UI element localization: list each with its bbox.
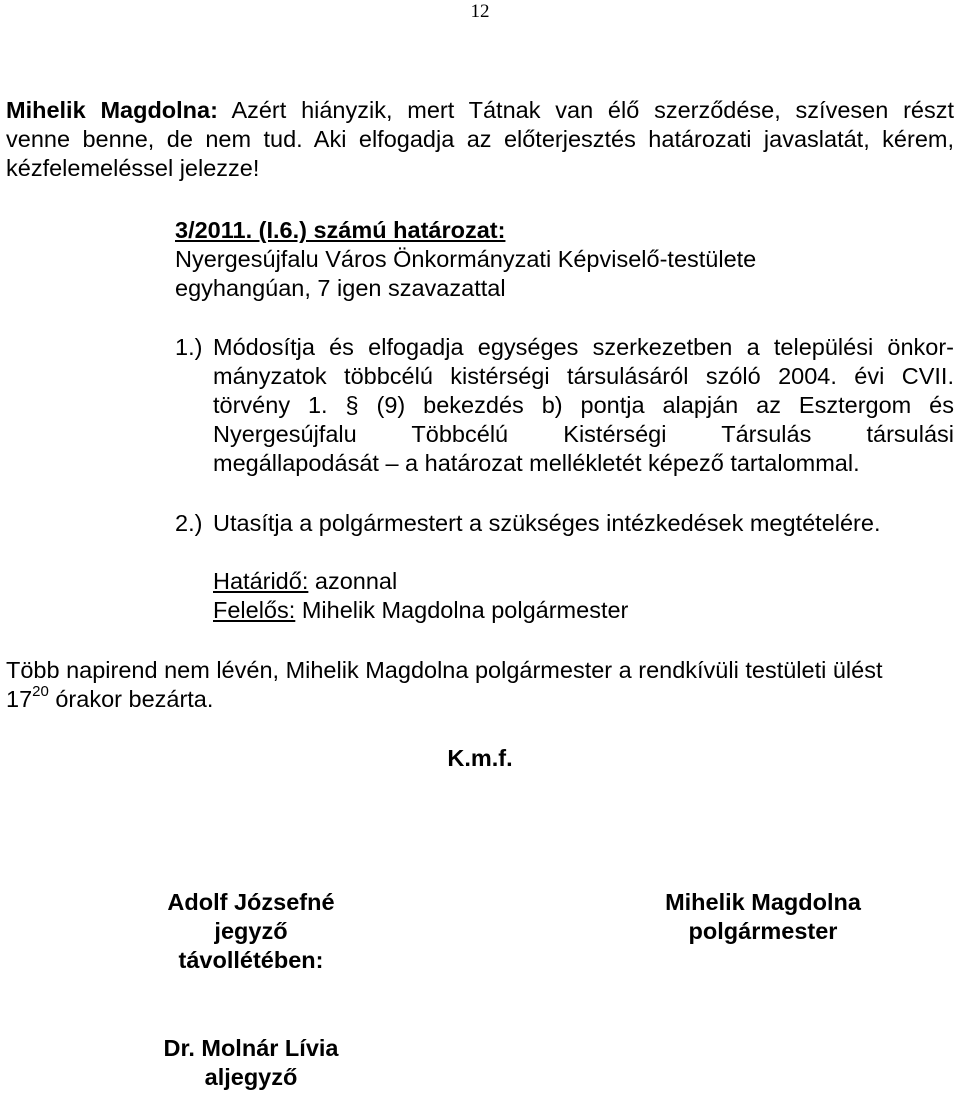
signature-bottom-title: aljegyző [204, 1064, 298, 1090]
resolution-vote: egyhangúan, 7 igen szavazattal [175, 275, 506, 301]
signature-left-name: Adolf Józsefné [167, 889, 335, 915]
closing-paragraph [6, 656, 954, 714]
item-2-text: Utasítja a polgármestert a szükséges intézkedések megtételére. [213, 510, 881, 536]
page-number: 12 [470, 1, 490, 22]
item-1-line-4: Nyergesújfalu Többcélú Kistérségi Társulás társulási [213, 421, 954, 447]
deadline-value: azonnal [314, 568, 398, 594]
deadline-label: Határidő: [213, 568, 309, 594]
resolution-number: 3/2011. (I.6.) számú határozat: [175, 217, 506, 243]
closing-line-1: Több napirend nem lévén, Mihelik Magdolna polgármester a rendkívüli testületi ülést [6, 657, 883, 683]
item-1-text [213, 333, 954, 478]
item-1-number: 1.) [175, 334, 203, 360]
signature-bottom-name: Dr. Molnár Lívia [163, 1035, 339, 1061]
deadline-block [213, 567, 628, 625]
signature-bottom [101, 1034, 401, 1092]
signature-left-title: jegyző [214, 918, 288, 944]
closing-text: órakor bezárta. [55, 686, 214, 712]
responsible-line [213, 596, 628, 625]
intro-line-1 [6, 96, 954, 125]
kmf-label: K.m.f. [447, 745, 513, 771]
closing-hour: 17 [6, 686, 33, 712]
item-1-line-5: megállapodását – a határozat mellékletét képező tartalommal. [213, 450, 860, 476]
intro-line-3: kézfelemeléssel jelezze! [6, 155, 260, 181]
signature-right [613, 888, 913, 946]
intro-paragraph [6, 96, 954, 183]
signature-right-title: polgármester [688, 918, 838, 944]
item-1-line-2: mányzatok többcélú kistérségi társulásáról szóló 2004. évi CVII. [213, 363, 954, 389]
responsible-label: Felelős: [213, 597, 296, 623]
speaker-name: Mihelik Magdolna: [6, 97, 218, 123]
signature-left-note: távollétében: [178, 947, 324, 973]
item-1-line-3: törvény 1. § (9) bekezdés b) pontja alapján az Esztergom és [213, 392, 954, 418]
deadline-line [213, 567, 628, 596]
signature-left [101, 888, 401, 975]
intro-line-2: venne benne, de nem tud. Aki elfogadja az előterjesztés határozati javaslatát, kérem, [6, 126, 954, 152]
resolution-header [175, 216, 756, 303]
item-1-line-1: Módosítja és elfogadja egységes szerkezetben a települési önkor- [213, 334, 954, 360]
closing-line-2 [6, 685, 954, 714]
closing-minute: 20 [32, 683, 49, 700]
responsible-value: Mihelik Magdolna polgármester [301, 597, 629, 623]
intro-text-1: Azért hiányzik, mert Tátnak van élő szerződése, szívesen részt [231, 97, 955, 123]
signature-right-name: Mihelik Magdolna [665, 889, 861, 915]
item-2-number: 2.) [175, 510, 203, 536]
resolution-body: Nyergesújfalu Város Önkormányzati Képviselő-testülete [175, 246, 757, 272]
